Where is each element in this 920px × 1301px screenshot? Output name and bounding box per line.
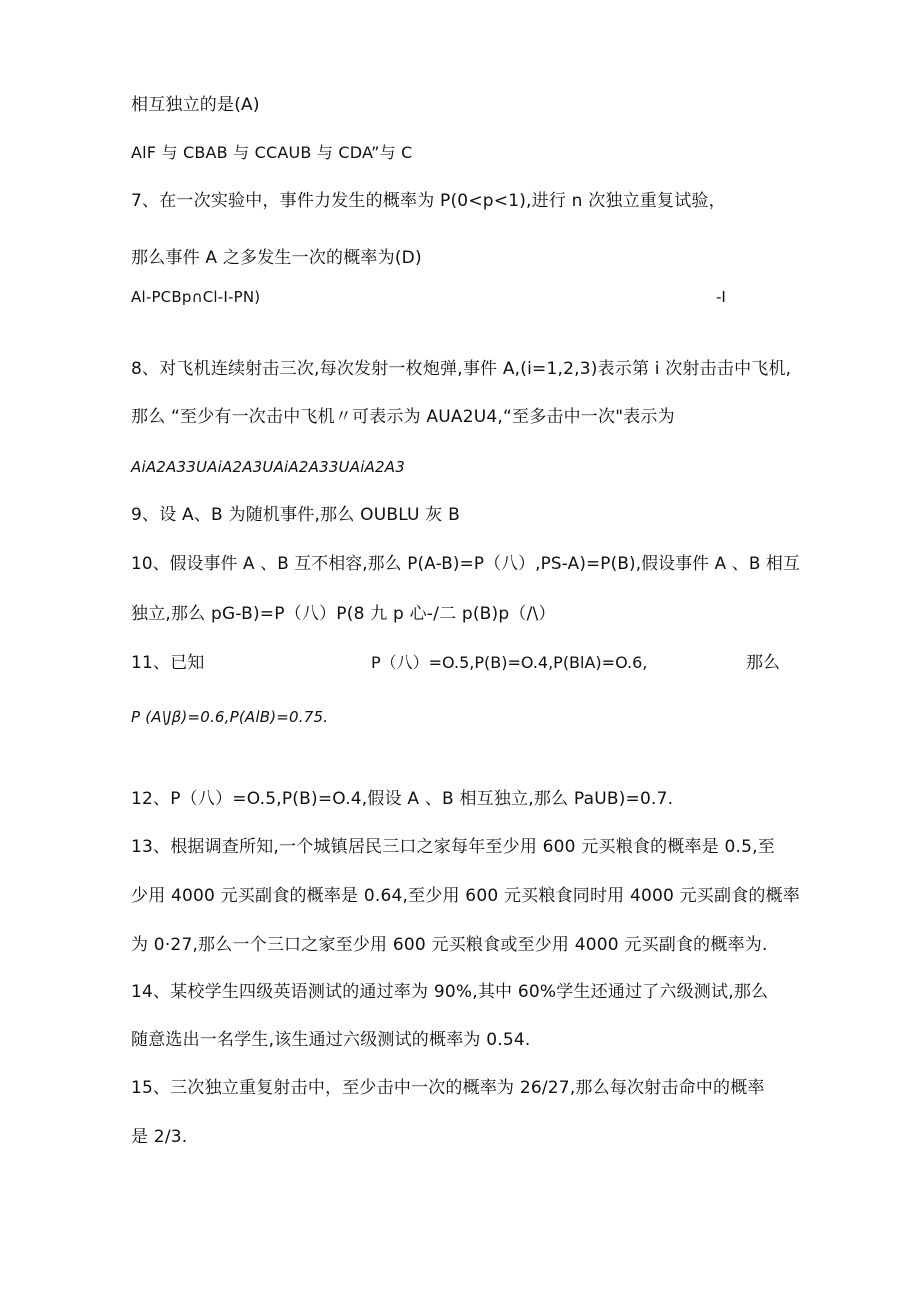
text-line-13: P (A\Jβ)=0.6,P(AlB)=0.75.: [131, 708, 329, 726]
text-line-5-right: -I: [716, 288, 726, 306]
text-line-18: 14、某校学生四级英语测试的通过率为 90%,其中 60%学生还通过了六级测试,那么: [131, 982, 769, 1002]
text-line-8: AiA2A33UAiA2A3UAiA2A33UAiA2A3: [131, 458, 405, 476]
text-line-12-left: 11、已知: [131, 653, 205, 673]
text-line-2: AlF 与 CBAB 与 CCAUB 与 CDA”与 C: [131, 143, 413, 162]
text-line-12-right: 那么: [746, 653, 780, 673]
text-line-17: 为 0·27,那么一个三口之家至少用 600 元买粮食或至少用 4000 元买副食的概率为.: [131, 935, 768, 955]
text-line-20: 15、三次独立重复射击中，至少击中一次的概率为 26/27,那么每次射击命中的概率: [131, 1078, 765, 1098]
text-line-1: 相互独立的是(A): [131, 95, 260, 115]
text-line-15: 13、根据调查所知,一个城镇居民三口之家每年至少用 600 元买粮食的概率是 0.5,至: [131, 837, 775, 857]
text-line-9: 9、设 A、B 为随机事件,那么 OUBLU 灰 B: [131, 505, 460, 525]
text-line-6: 8、对飞机连续射击三次,每次发射一枚炮弹,事件 A,(i=1,2,3)表示第 i 次射击击中飞机,: [131, 359, 792, 379]
text-line-16: 少用 4000 元买副食的概率是 0.64,至少用 600 元买粮食同时用 4000 元买副食的概率: [131, 886, 800, 906]
text-line-12-middle: P（八）=O.5,P(B)=O.4,P(BlA)=O.6,: [371, 653, 648, 672]
text-line-3: 7、在一次实验中，事件力发生的概率为 P(0<p<1),进行 n 次独立重复试验，: [131, 191, 726, 211]
text-line-21: 是 2/3.: [131, 1127, 188, 1147]
text-line-14: 12、P（八）=O.5,P(B)=O.4,假设 A 、B 相互独立,那么 PaUB)=0.7.: [131, 789, 674, 809]
text-line-7: 那么 “至少有一次击中飞机〃可表示为 AUA2U4,“至多击中一次"表示为: [131, 407, 675, 427]
text-line-11: 独立,那么 pG-B)=P（八）P(8 九 p 心-/二 p(B)p（/\）: [131, 604, 556, 624]
text-line-4: 那么事件 A 之多发生一次的概率为(D): [131, 248, 422, 268]
text-line-10: 10、假设事件 A 、B 互不相容,那么 P(A-B)=P（八）,PS-A)=P(B),假设事件 A 、B 相互: [131, 554, 800, 574]
text-line-19: 随意选出一名学生,该生通过六级测试的概率为 0.54.: [131, 1030, 531, 1050]
text-line-5-left: Al-PCBp∩Cl-I-PN): [131, 288, 261, 306]
